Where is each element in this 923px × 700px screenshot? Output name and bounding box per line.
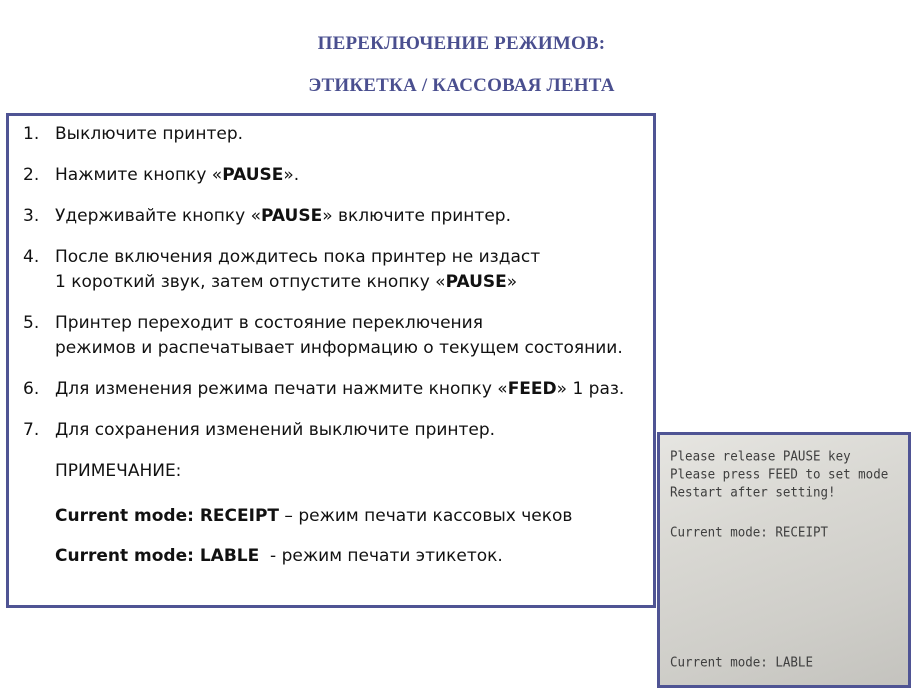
mode-name: Current mode: RECEIPT (55, 506, 280, 526)
note-lable-mode (55, 546, 655, 566)
step-number: 2. (23, 165, 40, 185)
step-text-post: » 1 раз. (556, 379, 625, 399)
step-text-post: » включите принтер. (322, 206, 511, 226)
step-number: 3. (23, 206, 40, 226)
step-text (55, 204, 653, 229)
mode-name: Current mode: LABLE (55, 546, 260, 566)
step-text-line2 (55, 270, 653, 295)
step-2 (23, 163, 653, 188)
note-heading: ПРИМЕЧАНИЕ: (55, 461, 182, 481)
step-5 (23, 311, 653, 361)
step-number: 7. (23, 420, 40, 440)
step-text (55, 377, 653, 402)
note-receipt-mode (55, 506, 655, 526)
step-text-line1: Принтер переходит в состояние переключения (55, 313, 483, 333)
step-text-line1: После включения дождитесь пока принтер не издаст (55, 247, 541, 267)
step-text (55, 163, 653, 188)
instructions-box (6, 113, 656, 608)
step-number: 5. (23, 313, 40, 333)
step-4 (23, 245, 653, 295)
page-title: ПЕРЕКЛЮЧЕНИЕ РЕЖИМОВ: (317, 33, 606, 54)
step-text: Выключите принтер. (55, 124, 244, 144)
steps-list (23, 122, 653, 459)
step-7 (23, 418, 653, 443)
printout-mode-lable: Current mode: LABLE (670, 654, 813, 670)
step-number: 1. (23, 124, 40, 144)
step-text-pre: Удерживайте кнопку « (55, 206, 262, 226)
step-6 (23, 377, 653, 402)
printout-line: Restart after setting! (670, 483, 836, 500)
step-text-post: » (506, 272, 518, 292)
key-name: PAUSE (261, 206, 323, 226)
step-text-post: ». (283, 165, 300, 185)
printout-messages (670, 447, 910, 501)
step-text-pre: Нажмите кнопку « (55, 165, 223, 185)
step-3 (23, 204, 653, 229)
page-subtitle: ЭТИКЕТКА / КАССОВАЯ ЛЕНТА (308, 75, 615, 96)
step-text-line2: режимов и распечатывает информацию о текущем состоянии. (55, 338, 623, 358)
step-text: Для сохранения изменений выключите принтер. (55, 420, 496, 440)
key-name: PAUSE (222, 165, 284, 185)
mode-description: - режим печати этикеток. (259, 546, 503, 566)
step-text-pre: Для изменения режима печати нажмите кнопку « (55, 379, 508, 399)
step-text-pre: 1 короткий звук, затем отпустите кнопку « (55, 272, 446, 292)
step-number: 4. (23, 247, 40, 267)
step-1 (23, 122, 653, 147)
key-name: PAUSE (445, 272, 507, 292)
printout-mode-receipt: Current mode: RECEIPT (670, 524, 829, 540)
printout-line: Please press FEED to set mode (670, 465, 889, 482)
step-number: 6. (23, 379, 40, 399)
mode-description: – режим печати кассовых чеков (279, 506, 573, 526)
printout-photo (657, 432, 911, 688)
printout-line: Please release PAUSE key (670, 448, 851, 464)
key-name: FEED (507, 379, 557, 399)
